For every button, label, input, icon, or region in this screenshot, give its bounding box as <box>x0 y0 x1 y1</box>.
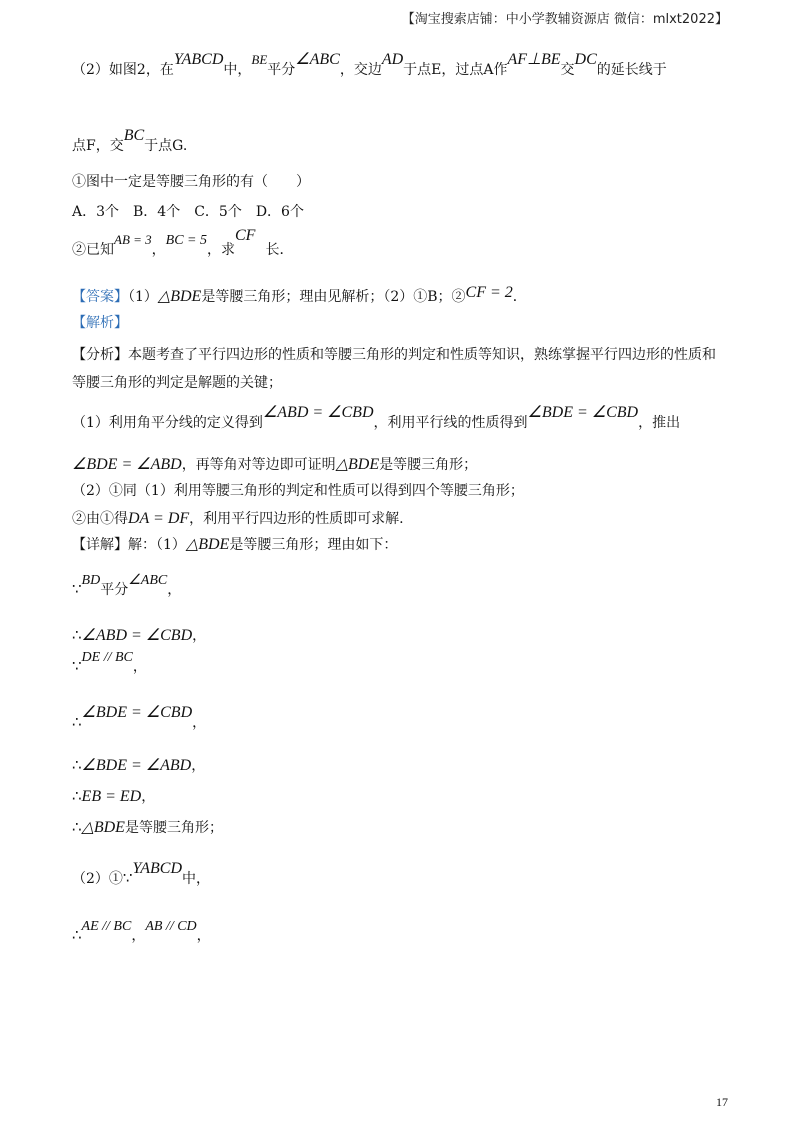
detail-line-5 <box>72 704 732 733</box>
text: 【详解】解：（1） <box>72 537 186 553</box>
text: 交 <box>560 62 575 78</box>
math-ab-3: AB = 3 <box>114 232 152 247</box>
text: ， <box>131 928 146 944</box>
text: 于点G. <box>144 138 188 154</box>
therefore-symbol: ∴ <box>72 756 82 774</box>
parallelogram-symbol: Y <box>132 860 141 877</box>
text: ，交边 <box>339 62 382 78</box>
because-symbol: ∵ <box>72 580 82 598</box>
text: ②由①得 <box>72 511 128 527</box>
detail-line-9 <box>72 860 732 889</box>
text: ， <box>192 715 207 731</box>
text: ②已知 <box>72 242 114 258</box>
question-line-2 <box>72 127 732 156</box>
math-cf: CF <box>235 227 256 244</box>
text: ． <box>512 289 527 305</box>
text: 是等腰三角形； <box>124 820 223 836</box>
detail-line-1 <box>72 535 732 555</box>
therefore-symbol: ∴ <box>72 626 82 644</box>
detail-line-3 <box>72 625 732 646</box>
math-angle-abc: ∠ABC <box>295 51 340 68</box>
math-abcd: ABCD <box>140 860 183 877</box>
analysis-line-3 <box>72 404 732 433</box>
question-part-1: ①图中一定是等腰三角形的有（ ） <box>72 174 310 190</box>
text: 是等腰三角形； <box>379 457 478 473</box>
math-triangle-bde: △BDE <box>335 456 380 473</box>
text: ，求 <box>207 242 235 258</box>
text: ， <box>191 758 206 774</box>
text: （2）如图2，在 <box>72 62 174 78</box>
text: （1）利用角平分线的定义得到 <box>72 415 263 431</box>
detail-line-4 <box>72 650 732 678</box>
analysis-line-4 <box>72 455 732 475</box>
text: ， <box>192 628 207 644</box>
analysis-line-6 <box>72 509 732 529</box>
because-symbol: ∵ <box>72 657 82 675</box>
detail-line-8 <box>72 817 732 838</box>
math-ae-parallel-bc: AE // BC <box>81 919 132 934</box>
math-cf-2: CF = 2 <box>465 284 513 301</box>
therefore-symbol: ∴ <box>72 713 82 731</box>
text: ，推出 <box>638 415 681 431</box>
analysis-line-5: （2）①同（1）利用等腰三角形的判定和性质可以得到四个等腰三角形； <box>72 483 524 499</box>
math-bde-eq-cbd: ∠BDE = ∠CBD <box>81 704 193 721</box>
therefore-symbol: ∴ <box>72 787 82 805</box>
math-ab-parallel-cd: AB // CD <box>145 919 197 934</box>
text: ，利用平行四边形的性质即可求解. <box>189 511 404 527</box>
math-ad: AD <box>381 51 404 68</box>
math-af-perp-be: AF⊥BE <box>507 51 561 68</box>
math-bde-eq-abd: ∠BDE = ∠ABD <box>72 456 182 473</box>
text: （2）① <box>72 871 123 887</box>
detail-line-10 <box>72 919 732 947</box>
math-triangle-bde: △BDE <box>81 819 125 836</box>
math-bd: BD <box>81 573 101 588</box>
math-abcd: ABCD <box>181 51 224 68</box>
therefore-symbol: ∴ <box>72 818 82 836</box>
math-dc: DC <box>574 51 597 68</box>
therefore-symbol: ∴ <box>72 926 82 944</box>
detail-line-7 <box>72 786 732 807</box>
text: 点F，交 <box>72 138 124 154</box>
analysis-tag: 【解析】 <box>72 315 128 331</box>
text: （1） <box>128 289 158 305</box>
text: ， <box>196 928 211 944</box>
text: 的延长线于 <box>596 62 667 78</box>
detail-line-2 <box>72 573 732 601</box>
document-body <box>72 51 732 944</box>
text: 长． <box>265 242 294 258</box>
answer-line <box>72 284 732 307</box>
text: ， <box>151 242 166 258</box>
math-abd-eq-cbd: ∠ABD = ∠CBD <box>262 404 374 421</box>
text: 中， <box>223 62 252 78</box>
text: ，再等角对等边即可证明 <box>181 457 336 473</box>
text: 于点E，过点A作 <box>403 62 508 78</box>
text: 是等腰三角形；理由见解析；（2）①B；② <box>201 289 466 305</box>
text: 平分 <box>267 62 296 78</box>
question-part-2 <box>72 227 732 261</box>
question-line-1 <box>72 51 732 80</box>
answer-options: A．3个 B．4个 C．5个 D．6个 <box>72 204 304 220</box>
text: 是等腰三角形；理由如下： <box>229 537 398 553</box>
math-triangle-bde: △BDE <box>185 536 230 553</box>
math-triangle-bde: △BDE <box>157 288 202 305</box>
analysis-line-1: 【分析】本题考查了平行四边形的性质和等腰三角形的判定和性质等知识，熟练掌握平行四边形的性质和 <box>72 347 716 363</box>
math-eb-eq-ed: EB = ED <box>81 788 142 805</box>
parallelogram-symbol: Y <box>173 51 182 68</box>
text: ， <box>167 582 182 598</box>
text: ，利用平行线的性质得到 <box>373 415 528 431</box>
math-bde-eq-cbd: ∠BDE = ∠CBD <box>527 404 639 421</box>
math-bc-5: BC = 5 <box>165 233 207 248</box>
answer-tag: 【答案】 <box>72 289 128 305</box>
math-bc: BC <box>123 127 145 144</box>
because-symbol: ∵ <box>122 869 133 887</box>
text: 平分 <box>100 582 129 598</box>
math-da-eq-df: DA = DF <box>128 510 190 527</box>
text: ， <box>132 659 147 675</box>
math-abd-eq-cbd: ∠ABD = ∠CBD <box>81 627 193 644</box>
math-angle-abc: ∠ABC <box>128 573 168 588</box>
math-be: BE <box>251 52 268 67</box>
page-number: 17 <box>716 1095 728 1109</box>
text: 中， <box>182 871 211 887</box>
detail-line-6 <box>72 755 732 776</box>
math-de-parallel-bc: DE // BC <box>81 650 133 665</box>
analysis-line-2: 等腰三角形的判定是解题的关键； <box>72 375 282 391</box>
math-bde-eq-abd: ∠BDE = ∠ABD <box>81 757 192 774</box>
page-header: 【淘宝搜索店铺：中小学教辅资源店 微信：mlxt2022】 <box>401 12 728 27</box>
text: ， <box>141 789 156 805</box>
